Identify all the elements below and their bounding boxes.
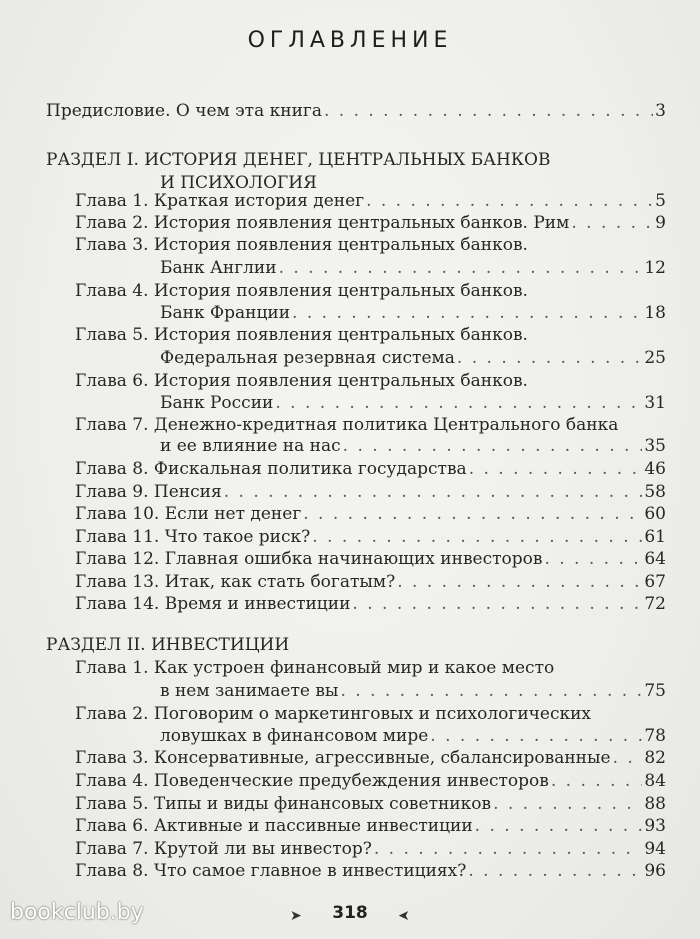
toc-entry-label: в нем занимаете вы: [160, 681, 339, 701]
toc-entry-label: Федеральная резервная система: [160, 348, 455, 368]
toc-entry-label: Банк России: [160, 393, 274, 413]
toc-entry-label: Глава 13. Итак, как стать богатым?: [75, 572, 396, 592]
toc-entry-label: Глава 12. Главная ошибка начинающих инвесторов: [75, 549, 543, 569]
toc-entry-label: Глава 2. История появления центральных банков. Рим: [75, 213, 570, 233]
toc-entry-label-line1: Глава 3. История появления центральных банков.: [75, 235, 528, 255]
toc-entry-label-line1: Глава 1. Как устроен финансовый мир и какое место: [75, 658, 555, 678]
toc-entry-label: Глава 8. Фискальная политика государства: [75, 459, 467, 479]
dot-leader: [352, 591, 642, 617]
section-1-title-line1: РАЗДЕЛ I. ИСТОРИЯ ДЕНЕГ, ЦЕНТРАЛЬНЫХ БАНКОВ: [46, 150, 551, 170]
toc-entry-label: и ее влияние на нас: [160, 436, 341, 456]
page-number: 318: [332, 903, 368, 923]
left-arrow-icon: ➤: [398, 908, 410, 924]
section-1-title-line2: И ПСИХОЛОГИЯ: [160, 173, 317, 193]
toc-entry-label: Глава 4. Поведенческие предубеждения инвесторов: [75, 771, 549, 791]
toc-entry-page: 46: [644, 459, 666, 479]
toc-entry: [75, 858, 666, 884]
dot-leader: [571, 210, 653, 236]
toc-entry-label: Глава 8. Что самое главное в инвестициях?: [75, 861, 467, 881]
toc-entry-label: Глава 1. Краткая история денег: [75, 191, 365, 211]
toc-entry-page: 75: [644, 681, 666, 701]
right-arrow-icon: ➤: [290, 908, 302, 924]
toc-entry-label: Глава 9. Пенсия: [75, 482, 222, 502]
toc-entry-page: 60: [644, 504, 666, 524]
toc-entry-label: Глава 6. Активные и пассивные инвестиции: [75, 816, 473, 836]
toc-entry-page: 5: [655, 191, 666, 211]
toc-entry-label: Глава 10. Если нет денег: [75, 504, 302, 524]
toc-entry-page: 67: [644, 572, 666, 592]
toc-entry-label: Банк Франции: [160, 303, 291, 323]
toc-entry-label-line1: Глава 5. История появления центральных банков.: [75, 325, 528, 345]
toc-entry-label: Глава 5. Типы и виды финансовых советников: [75, 794, 492, 814]
dot-leader: [324, 98, 653, 124]
toc-entry-preface: [46, 98, 666, 124]
page-title: ОГЛАВЛЕНИЕ: [247, 28, 453, 53]
toc-entry-page: 88: [644, 794, 666, 814]
toc-entry-page: 35: [644, 436, 666, 456]
toc-entry-page: 78: [644, 726, 666, 746]
toc-entry-label-line1: Глава 6. История появления центральных банков.: [75, 371, 528, 391]
watermark: bookclub.by: [10, 900, 144, 925]
toc-entry-page: 82: [644, 748, 666, 768]
toc-entry-page: 93: [644, 816, 666, 836]
toc-entry-page: 31: [644, 393, 666, 413]
toc-entry-label: ловушках в финансовом мире: [160, 726, 429, 746]
toc-entry-label-line1: Глава 4. История появления центральных банков.: [75, 281, 528, 301]
toc-entry-page: 58: [644, 482, 666, 502]
toc-entry-page: 9: [655, 213, 666, 233]
toc-entry-page: 64: [644, 549, 666, 569]
toc-entry-label: Глава 11. Что такое риск?: [75, 527, 311, 547]
toc-entry: [75, 591, 666, 617]
toc-entry-label-line1: Глава 7. Денежно-кредитная политика Центрального банка: [75, 415, 619, 435]
toc-entry-label-line1: Глава 2. Поговорим о маркетинговых и психологических: [75, 704, 592, 724]
toc-entry-page: 72: [644, 594, 666, 614]
toc-entry-page: 94: [644, 839, 666, 859]
toc-entry-label: Глава 14. Время и инвестиции: [75, 594, 351, 614]
toc-entry-page: 96: [644, 861, 666, 881]
toc-entry-label: Глава 7. Крутой ли вы инвестор?: [75, 839, 372, 859]
toc-entry-page: 18: [644, 303, 666, 323]
toc-entry-label: Банк Англии: [160, 258, 277, 278]
dot-leader: [468, 858, 642, 884]
toc-entry-page: 12: [644, 258, 666, 278]
toc-entry-label: Предисловие. О чем эта книга: [46, 101, 322, 121]
toc-entry-page: 3: [655, 101, 666, 121]
toc-entry-page: 25: [644, 348, 666, 368]
toc-entry-page: 84: [644, 771, 666, 791]
section-2-title: РАЗДЕЛ II. ИНВЕСТИЦИИ: [46, 635, 290, 655]
toc-entry-label: Глава 3. Консервативные, агрессивные, сбалансированные: [75, 748, 611, 768]
toc-entry-page: 61: [644, 527, 666, 547]
